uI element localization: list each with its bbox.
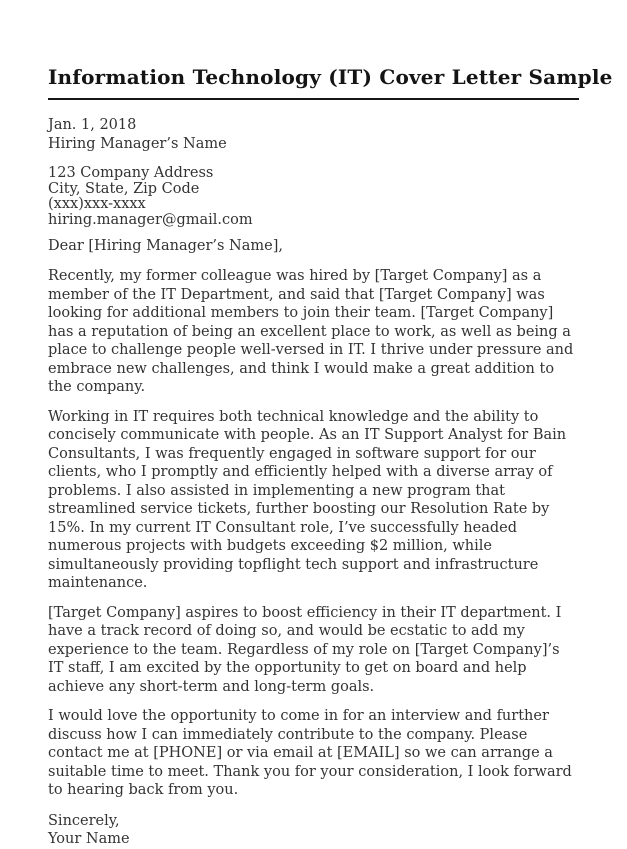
salutation: Dear [Hiring Manager’s Name], — [48, 238, 283, 254]
address-line-city: City, State, Zip Code — [48, 180, 200, 197]
address-line-phone: (xxx)xxx-xxxx — [48, 196, 146, 212]
letter-paragraph-call-to-action: I would love the opportunity to come in for an interview and further discuss how I can immediately contribute to the company. Please contact me at [PHONE] or via email at [EMAIL] so we can arrange a suitable time to meet. Thank you for your consideration, I look forward to hearing back from you. — [48, 708, 572, 798]
title-divider — [48, 98, 579, 100]
letter-date: Jan. 1, 2018 — [48, 117, 137, 133]
date-recipient-block — [48, 116, 579, 154]
address-line-street: 123 Company Address — [48, 165, 214, 181]
closing-valediction: Sincerely, — [48, 812, 120, 829]
letter-paragraph-experience: Working in IT requires both technical knowledge and the ability to concisely communicate with people. As an IT Support Analyst for Bain Consultants, I was frequently engaged in software support for our clients, who I promptly and efficiently helped with a diverse array of problems. I also assisted in implementing a new program that streamlined service tickets, further boosting our Resolution Rate by 15%. In my current IT Consultant role, I’ve successfully headed numerous projects with budgets exceeding $2 million, while simultaneously providing topflight tech support and infrastructure maintenance. — [48, 408, 567, 591]
closing-block — [48, 812, 579, 849]
letter-paragraph-intro: Recently, my former colleague was hired by [Target Company] as a member of the IT Department, and said that [Target Company] was looking for additional members to join their team. [Target Company] has a reputation of being an excellent place to work, as well as being a place to challenge people well-versed in IT. I thrive under pressure and embrace new challenges, and think I would make a great addition to the company. — [48, 268, 574, 395]
recipient-name: Hiring Manager’s Name — [48, 136, 227, 152]
page-title: Information Technology (IT) Cover Letter Sample — [48, 65, 613, 89]
recipient-address — [48, 166, 579, 228]
signature-name: Your Name — [48, 831, 130, 847]
address-line-email: hiring.manager@gmail.com — [48, 211, 253, 228]
letter-paragraph-fit: [Target Company] aspires to boost efficiency in their IT department. I have a track record of doing so, and would be ecstatic to add my experience to the team. Regardless of my role on [Target Company]’s IT staff, I am excited by the opportunity to get on board and help achieve any short-term and long-term goals. — [48, 604, 562, 695]
